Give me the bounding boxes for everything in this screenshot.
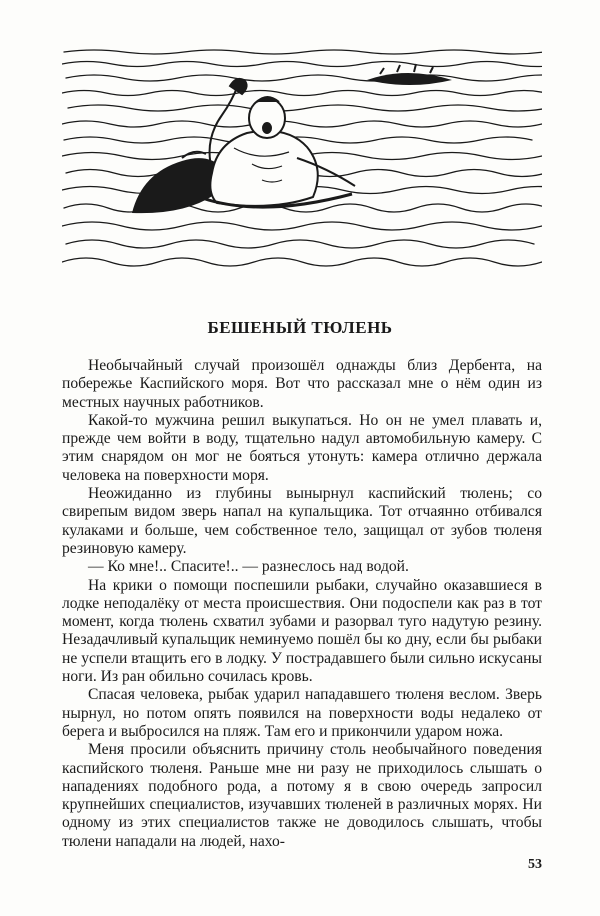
paragraph: Какой-то мужчина решил выкупаться. Но он не умел плавать и, прежде чем войти в воду, тщательно надул автомобильную камеру. С этим снарядом он мог не бояться утонуть: камера отлично держала человека на поверхности моря. (62, 411, 542, 484)
paragraph: — Ко мне!.. Спасите!.. — разнеслось над водой. (88, 558, 409, 576)
illustration-swimmer-and-seal (62, 38, 542, 278)
seal (132, 152, 222, 213)
paragraph: Необычайный случай произошёл однажды близ Дербента, на побережье Каспийского моря. Вот что рассказал мне о нём один из местных научных работников. (62, 357, 542, 411)
chapter-body (62, 357, 542, 851)
boat (367, 64, 452, 85)
illustration-drawing (62, 38, 542, 278)
paragraph: На крики о помощи поспешили рыбаки, случайно оказавшиеся в лодке неподалёку от места происшествия. Они подоспели как раз в тот момент, когда тюлень схватил зубами и разорвал туго надутую резину. Незадачливый купальщик неминуемо пошёл бы ко дну, если бы рыбаки не успели втащить его в лодку. У пострадавшего были сильно искусаны ноги. Из ран обильно сочилась кровь. (62, 576, 542, 686)
paragraph: Неожиданно из глубины вынырнул каспийский тюлень; со свирепым видом зверь напал на купальщика. Тот отчаянно отбивался кулаками и больше, чем собственное тело, защищал от зубов тюленя резиновую камеру. (62, 485, 542, 557)
page-number: 53 (528, 857, 542, 872)
chapter-title: БЕШЕНЫЙ ТЮЛЕНЬ (207, 318, 393, 337)
paragraph: Спасая человека, рыбак ударил нападавшего тюленя веслом. Зверь нырнул, но потом опять появился на поверхности воды недалеко от берега и выбросился на пляж. Там его и прикончили ударом ножа. (62, 686, 542, 740)
paragraph: Меня просили объяснить причину столь необычайного поведения каспийского тюленя. Раньше мне ни разу не приходилось слышать о нападениях подобного рода, а потому я в свою очередь запросил крупнейших специалистов, изучавших тюленей в различных морях. Ни одному из этих специалистов также не доводилось слышать, чтобы тюлени нападали на людей, нахо- (62, 741, 542, 850)
